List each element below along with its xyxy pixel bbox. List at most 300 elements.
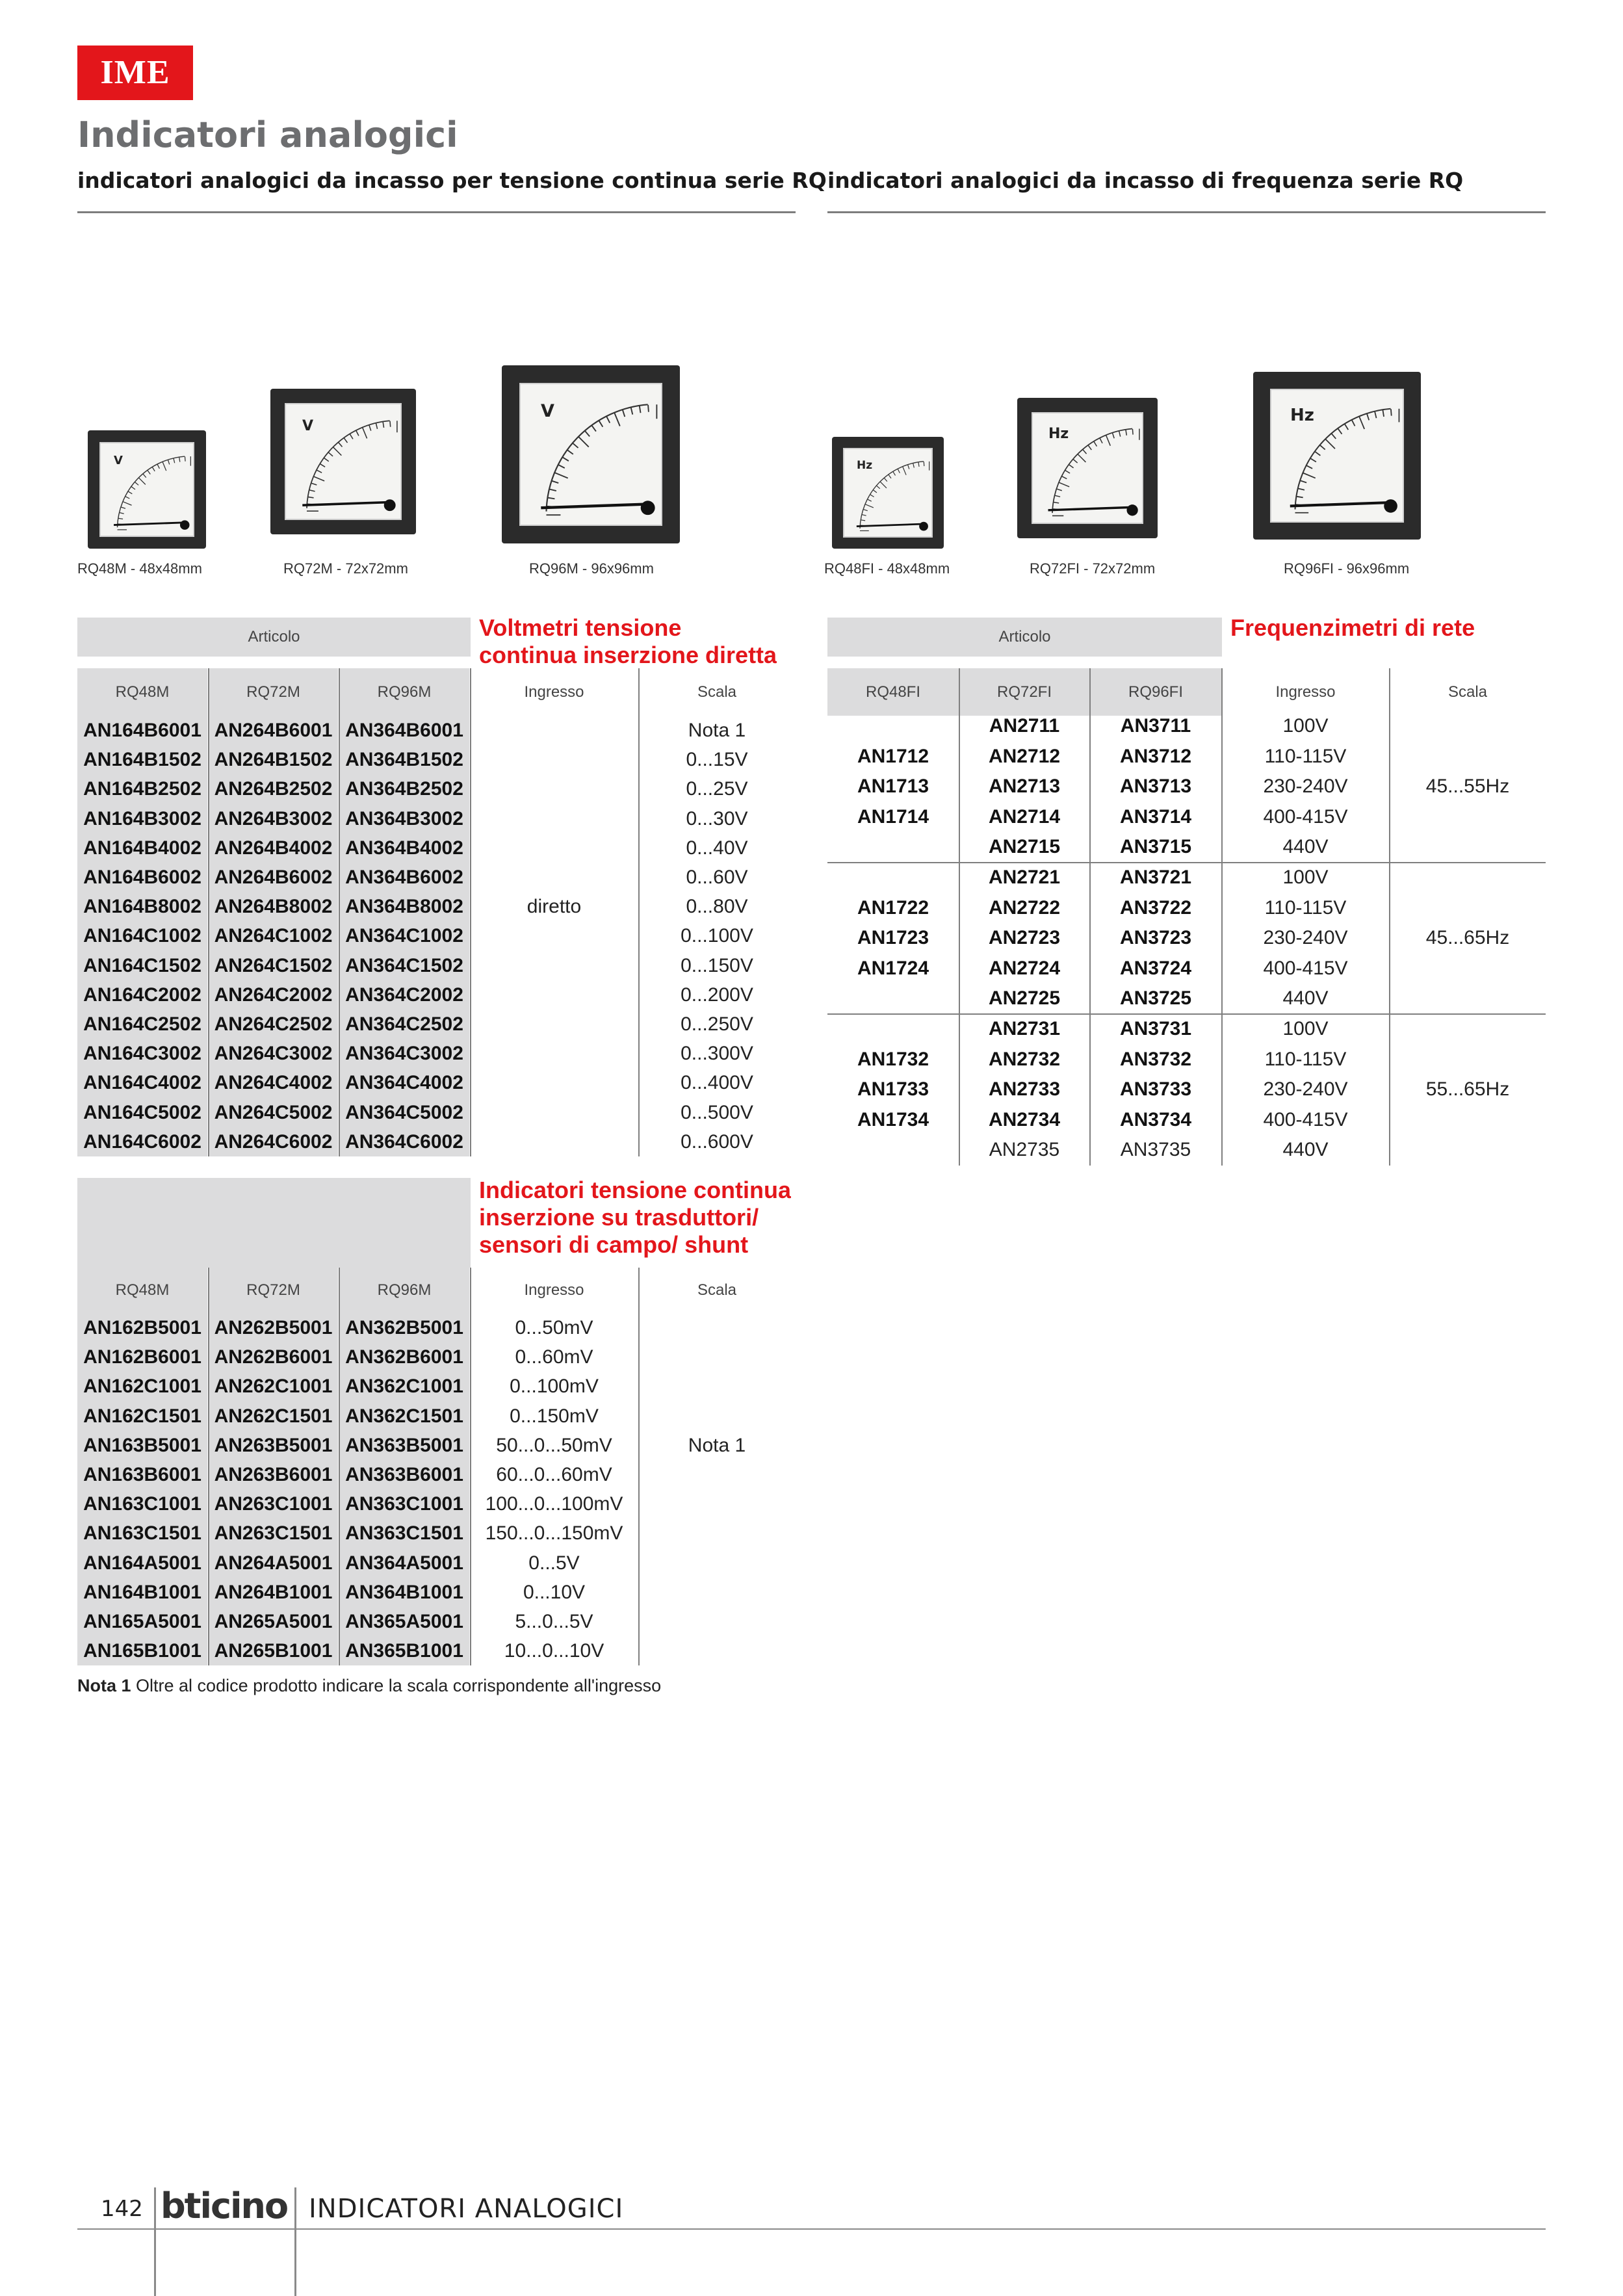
scale-tick <box>631 408 633 415</box>
meter-image <box>832 437 944 549</box>
scala-value: 0...250V <box>681 1013 753 1035</box>
product-code: AN162C1001 <box>77 1372 207 1401</box>
product-code: AN364C5002 <box>339 1098 469 1127</box>
ingresso-value: 440V <box>1282 1139 1329 1161</box>
scale-tick <box>1352 420 1355 426</box>
scala-value: 45...55Hz <box>1425 776 1510 798</box>
scale-tick <box>1325 439 1335 449</box>
product-code: AN164B2502 <box>77 774 207 803</box>
product-code: AN364B2502 <box>339 774 469 803</box>
product-code: AN2725 <box>988 987 1061 1010</box>
product-code: AN164C6002 <box>77 1127 207 1156</box>
product-code: AN2723 <box>988 927 1061 949</box>
product-code <box>827 1135 959 1166</box>
product-code: AN364B3002 <box>339 804 469 833</box>
scale-tick <box>578 437 588 447</box>
ime-logo: IME <box>77 46 193 100</box>
ingresso-value: 110-115V <box>1264 745 1347 767</box>
product-code <box>827 832 959 863</box>
column-divider <box>339 1268 340 1665</box>
product-code: AN164B4002 <box>77 833 207 863</box>
footer-rule <box>77 2228 1546 2230</box>
product-code: AN264B1502 <box>209 745 338 774</box>
needle <box>114 523 183 525</box>
scala-value: 0...300V <box>681 1043 753 1065</box>
product-code: AN264C6002 <box>209 1127 338 1156</box>
meter-scale <box>1253 372 1421 540</box>
scale-tick <box>884 478 887 481</box>
product-code: AN164C1002 <box>77 921 207 950</box>
scale-tick <box>356 430 359 436</box>
scale-tick <box>363 428 367 439</box>
meter-scale <box>88 430 206 549</box>
product-code: AN163B6001 <box>77 1460 207 1489</box>
column-header: Scala <box>697 683 737 701</box>
scale-tick <box>585 431 590 436</box>
product-code: AN364B1502 <box>339 745 469 774</box>
column-header: RQ96FI <box>1090 668 1221 716</box>
product-code: AN164B6002 <box>77 863 207 892</box>
scala-value: Nota 1 <box>688 1434 746 1456</box>
product-code: AN364A5001 <box>339 1548 469 1578</box>
ingresso-value: 440V <box>1282 836 1329 858</box>
column-divider <box>339 668 340 1156</box>
zero-adjust-knob <box>641 501 655 515</box>
scala-value: 0...600V <box>681 1130 753 1153</box>
product-code: AN363C1001 <box>339 1489 469 1519</box>
scale-tick <box>554 473 567 478</box>
column-divider <box>1389 668 1390 1166</box>
product-code: AN2712 <box>988 745 1061 767</box>
footer-section: INDICATORI ANALOGICI <box>309 2194 624 2224</box>
scale-tick <box>880 482 887 488</box>
scale-tick <box>1065 470 1070 473</box>
unit-label: V <box>114 454 123 467</box>
scale-arc <box>307 421 390 508</box>
product-code: AN2715 <box>988 836 1061 858</box>
product-code: AN362B5001 <box>339 1313 469 1342</box>
product-code: AN364C6002 <box>339 1127 469 1156</box>
scale-tick <box>865 504 874 508</box>
column-header: RQ96M <box>339 668 469 716</box>
meter-caption: RQ48M - 48x48mm <box>77 560 202 577</box>
scale-tick <box>558 465 565 468</box>
product-code: AN164B1502 <box>77 745 207 774</box>
meter-image <box>88 430 206 549</box>
scale-tick <box>1315 452 1320 456</box>
footer-divider <box>154 2187 156 2296</box>
product-code: AN164B1001 <box>77 1578 207 1607</box>
scale-tick <box>1367 414 1369 421</box>
product-code: AN264C2502 <box>209 1010 338 1039</box>
product-code: AN364C2502 <box>339 1010 469 1039</box>
scale-tick <box>369 425 371 431</box>
meter-caption: RQ96FI - 96x96mm <box>1284 560 1410 577</box>
scale-tick <box>317 470 322 473</box>
scale-tick <box>125 497 129 499</box>
product-code: AN365B1001 <box>339 1636 469 1665</box>
product-code: AN165B1001 <box>77 1636 207 1665</box>
ingresso-value: 0...100mV <box>510 1376 599 1398</box>
ingresso-value: 400-415V <box>1263 1108 1348 1130</box>
scale-tick <box>1083 450 1087 454</box>
product-code: AN1724 <box>857 957 929 979</box>
scale-tick <box>123 502 131 506</box>
scale-tick <box>143 474 146 478</box>
unit-label: V <box>541 401 554 421</box>
column-header: RQ48FI <box>827 668 959 716</box>
column-divider <box>470 1268 471 1665</box>
meter-scale <box>832 437 944 549</box>
subtitle-left: indicatori analogici da incasso per tensione continua serie RQ <box>77 168 827 193</box>
scale-tick <box>1119 431 1121 436</box>
product-code: AN262B5001 <box>209 1313 338 1342</box>
product-code: AN263C1001 <box>209 1489 338 1519</box>
table-title: continua inserzione diretta <box>479 642 777 668</box>
product-code: AN364B4002 <box>339 833 469 863</box>
product-code: AN364B8002 <box>339 892 469 921</box>
ingresso-value: 230-240V <box>1263 776 1348 798</box>
product-code: AN3722 <box>1119 896 1192 919</box>
divider-left <box>77 211 796 213</box>
meter-caption: RQ72M - 72x72mm <box>283 560 408 577</box>
scale-tick <box>333 447 342 456</box>
scale-tick <box>563 457 569 461</box>
scale-tick <box>350 434 353 439</box>
column-header: RQ72M <box>209 1268 338 1313</box>
scale-tick <box>309 490 315 491</box>
unit-label: Hz <box>857 459 873 472</box>
scale-tick <box>893 472 896 476</box>
product-code: AN3723 <box>1119 927 1192 949</box>
product-code: AN162B5001 <box>77 1313 207 1342</box>
product-code: AN364B6001 <box>339 716 469 745</box>
scale-tick <box>573 443 578 448</box>
product-code: AN2734 <box>988 1108 1061 1130</box>
ingresso-value: 230-240V <box>1263 927 1348 949</box>
scale-tick <box>592 426 596 432</box>
scale-tick <box>1094 441 1097 446</box>
product-code: AN263B5001 <box>209 1431 338 1460</box>
product-code: AN165A5001 <box>77 1607 207 1636</box>
ingresso-value: 150...0...150mV <box>485 1522 623 1545</box>
product-code: AN3731 <box>1119 1018 1192 1039</box>
scale-tick <box>1310 458 1316 462</box>
meter-image <box>1253 372 1421 540</box>
product-code <box>827 984 959 1014</box>
product-code: AN1713 <box>857 776 929 798</box>
product-code: AN364C1002 <box>339 921 469 950</box>
product-code: AN264C2002 <box>209 980 338 1010</box>
product-code: AN3721 <box>1119 867 1192 888</box>
scale-tick <box>1359 417 1364 429</box>
articolo-header: Articolo <box>827 618 1222 657</box>
product-code: AN264B8002 <box>209 892 338 921</box>
product-code: AN3733 <box>1119 1078 1192 1101</box>
zero-adjust-knob <box>180 520 190 530</box>
column-divider <box>959 668 960 1166</box>
scale-tick <box>898 469 900 473</box>
product-code <box>827 863 959 893</box>
scale-tick <box>552 481 558 483</box>
column-divider <box>638 1268 640 1665</box>
product-code: AN1714 <box>857 805 929 828</box>
product-code: AN3713 <box>1119 776 1192 798</box>
scala-value: 0...80V <box>686 896 748 918</box>
scale-tick <box>873 490 877 493</box>
ingresso-value: 0...10V <box>523 1581 586 1603</box>
scale-tick <box>1383 410 1384 417</box>
scale-arc <box>118 456 185 527</box>
product-code: AN164C2002 <box>77 980 207 1010</box>
product-code: AN365A5001 <box>339 1607 469 1636</box>
meter-image <box>502 365 680 543</box>
page-number: 142 <box>101 2196 143 2222</box>
column-divider <box>208 1268 209 1665</box>
scale-tick <box>121 507 125 508</box>
product-code <box>827 711 959 742</box>
scale-tick <box>135 482 139 486</box>
scala-value: 0...30V <box>686 807 748 829</box>
product-code: AN163C1001 <box>77 1489 207 1519</box>
product-code: AN3735 <box>1120 1139 1191 1161</box>
scale-tick <box>139 478 146 484</box>
ingresso-value: 100...0...100mV <box>485 1493 623 1515</box>
footnote-label: Nota 1 <box>77 1676 131 1695</box>
product-code: AN264B4002 <box>209 833 338 863</box>
scale-tick <box>1059 482 1069 487</box>
scale-tick <box>328 452 333 456</box>
product-code: AN364C3002 <box>339 1039 469 1068</box>
footnote-text: Oltre al codice prodotto indicare la scala corrispondente all'ingresso <box>131 1676 662 1695</box>
scala-value: 0...150V <box>681 954 753 976</box>
meter-scale <box>502 365 680 543</box>
scale-tick <box>131 487 135 489</box>
scala-value: Nota 1 <box>688 720 746 741</box>
product-code: AN363B5001 <box>339 1431 469 1460</box>
product-code: AN364C1502 <box>339 951 469 980</box>
product-code: AN2713 <box>988 776 1061 798</box>
ingresso-value: 10...0...10V <box>504 1640 604 1662</box>
product-code: AN2711 <box>989 715 1060 737</box>
scala-value: 0...400V <box>681 1072 753 1094</box>
scale-tick <box>548 498 555 499</box>
scala-value: 0...40V <box>686 837 748 859</box>
product-code: AN164C2502 <box>77 1010 207 1039</box>
zero-adjust-knob <box>919 522 928 531</box>
column-header: RQ48M <box>77 668 207 716</box>
column-header: Scala <box>1448 683 1488 701</box>
product-code: AN264C3002 <box>209 1039 338 1068</box>
product-code: AN3725 <box>1119 987 1192 1010</box>
ingresso-value: 0...5V <box>528 1552 580 1574</box>
needle <box>302 502 387 505</box>
product-code: AN2714 <box>988 805 1061 828</box>
product-code: AN1733 <box>857 1078 929 1101</box>
scale-tick <box>599 421 603 426</box>
scale-tick <box>118 518 123 519</box>
meter-caption: RQ48FI - 48x48mm <box>824 560 950 577</box>
product-code: AN363B6001 <box>339 1460 469 1489</box>
ingresso-value: 100V <box>1282 1018 1329 1039</box>
ingresso-value: 0...60mV <box>515 1346 593 1368</box>
ingresso-value: 440V <box>1282 987 1329 1010</box>
page-title: Indicatori analogici <box>77 114 458 155</box>
product-code: AN264B3002 <box>209 804 338 833</box>
scale-tick <box>179 457 180 462</box>
product-code: AN264C5002 <box>209 1098 338 1127</box>
scala-value: 0...60V <box>686 867 748 888</box>
scale-tick <box>1062 476 1067 479</box>
product-code: AN3711 <box>1120 715 1191 737</box>
scale-tick <box>148 471 150 475</box>
product-code: AN1734 <box>857 1108 929 1130</box>
product-code: AN364B6002 <box>339 863 469 892</box>
column-divider <box>638 668 640 1156</box>
product-code: AN262C1501 <box>209 1402 338 1431</box>
product-code: AN1722 <box>857 896 929 919</box>
column-divider <box>1221 668 1223 1166</box>
scale-tick <box>1338 428 1342 434</box>
scale-tick <box>868 499 872 501</box>
ingresso-value: 400-415V <box>1263 957 1348 979</box>
product-code: AN164C4002 <box>77 1068 207 1097</box>
ingresso-value: 60...0...60mV <box>496 1464 612 1485</box>
product-code: AN3714 <box>1119 805 1192 828</box>
scale-tick <box>339 443 343 447</box>
scale-tick <box>324 458 329 462</box>
product-code: AN264B6002 <box>209 863 338 892</box>
product-code: AN163B5001 <box>77 1431 207 1460</box>
product-code: AN1712 <box>857 745 929 767</box>
product-code: AN2732 <box>988 1048 1061 1070</box>
scale-tick <box>168 460 169 465</box>
scale-tick <box>376 423 377 429</box>
scale-tick <box>1300 480 1306 482</box>
product-code: AN262B6001 <box>209 1342 338 1372</box>
scale-tick <box>567 450 573 454</box>
scala-value: 0...100V <box>681 925 753 947</box>
scale-tick <box>1055 495 1060 497</box>
product-code: AN164B8002 <box>77 892 207 921</box>
product-code: AN3712 <box>1119 745 1192 767</box>
meter-scale <box>1017 398 1158 538</box>
product-code: AN162C1501 <box>77 1402 207 1431</box>
product-code: AN263C1501 <box>209 1519 338 1548</box>
scale-tick <box>870 495 874 497</box>
scala-value: 45...65Hz <box>1425 927 1510 949</box>
scale-tick <box>877 486 880 488</box>
scale-tick <box>311 483 317 485</box>
scale-tick <box>913 463 915 468</box>
unit-label: Hz <box>1048 426 1069 442</box>
scale-tick <box>1088 445 1091 450</box>
ingresso-value: 100V <box>1282 867 1329 888</box>
zero-adjust-knob <box>384 499 396 511</box>
scale-tick <box>606 417 610 423</box>
scale-tick <box>1132 429 1133 435</box>
product-code: AN363C1501 <box>339 1519 469 1548</box>
product-code: AN3724 <box>1119 957 1192 979</box>
product-code: AN364B1001 <box>339 1578 469 1607</box>
scale-tick <box>549 489 556 491</box>
scale-tick <box>861 520 865 521</box>
needle <box>857 524 922 526</box>
product-code: AN164A5001 <box>77 1548 207 1578</box>
scale-tick <box>1296 497 1303 498</box>
product-code: AN2721 <box>988 867 1061 888</box>
product-code: AN262C1001 <box>209 1372 338 1401</box>
zero-adjust-knob <box>1126 504 1137 515</box>
table-title: Indicatori tensione continua <box>479 1177 792 1203</box>
scale-tick <box>1306 465 1312 469</box>
ingresso-value: 0...50mV <box>515 1317 593 1338</box>
product-code: AN2724 <box>988 957 1061 979</box>
ingresso-value: 110-115V <box>1264 1048 1347 1070</box>
column-divider <box>1089 668 1091 1166</box>
scale-tick <box>889 475 891 478</box>
scale-tick <box>1078 454 1085 462</box>
divider-right <box>827 211 1546 213</box>
product-code: AN265B1001 <box>209 1636 338 1665</box>
product-code: AN362C1001 <box>339 1372 469 1401</box>
product-code: AN162B6001 <box>77 1342 207 1372</box>
product-code: AN2731 <box>988 1018 1061 1039</box>
column-header: RQ72M <box>209 668 338 716</box>
scale-tick <box>1073 459 1078 463</box>
ingresso-value: 5...0...5V <box>515 1611 593 1632</box>
scale-tick <box>863 510 868 511</box>
table-title: inserzione su trasduttori/ <box>479 1204 759 1231</box>
product-code: AN263B6001 <box>209 1460 338 1489</box>
product-code: AN264C4002 <box>209 1068 338 1097</box>
column-header: Scala <box>697 1281 737 1299</box>
scale-tick <box>862 515 866 516</box>
unit-label: V <box>302 418 314 434</box>
ingresso-value: 0...150mV <box>510 1405 599 1427</box>
scale-tick <box>174 458 175 463</box>
table-title: sensori di campo/ shunt <box>479 1231 749 1258</box>
product-code: AN164C1502 <box>77 951 207 980</box>
product-code: AN362C1501 <box>339 1402 469 1431</box>
product-code: AN264B1001 <box>209 1578 338 1607</box>
scale-tick <box>1391 409 1392 415</box>
column-header: RQ96M <box>339 1268 469 1313</box>
scale-tick <box>1113 433 1115 438</box>
scale-tick <box>640 406 641 413</box>
column-divider <box>208 668 209 1156</box>
product-code: AN3732 <box>1119 1048 1192 1070</box>
scale-tick <box>1057 489 1062 491</box>
scale-tick <box>1100 438 1102 443</box>
ingresso-value: 100V <box>1282 715 1329 737</box>
needle <box>541 504 644 508</box>
meter-image <box>1017 398 1158 538</box>
product-code: AN163C1501 <box>77 1519 207 1548</box>
scale-tick <box>1303 473 1316 478</box>
scala-value: 0...25V <box>686 778 748 800</box>
column-divider <box>470 668 471 1156</box>
unit-label: Hz <box>1290 406 1314 425</box>
footer-divider <box>294 2187 296 2296</box>
scale-tick <box>1375 411 1376 418</box>
product-code: AN264B6001 <box>209 716 338 745</box>
scale-tick <box>1106 436 1111 446</box>
subtitle-right: indicatori analogici da incasso di frequenza serie RQ <box>827 168 1464 193</box>
scale-tick <box>162 462 166 471</box>
scale-tick <box>157 464 159 468</box>
product-code: AN2733 <box>988 1078 1061 1101</box>
